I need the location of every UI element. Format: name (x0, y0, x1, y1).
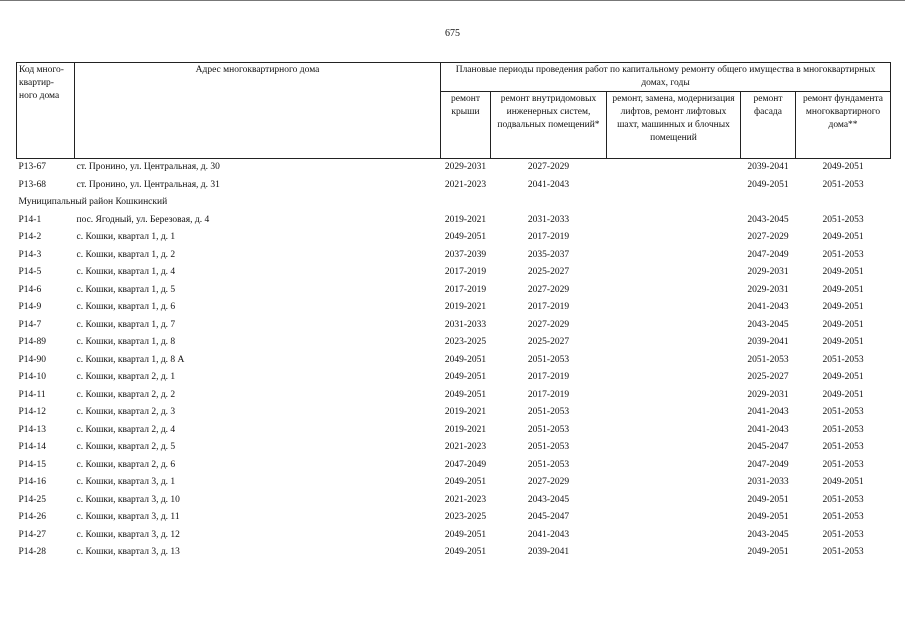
cell-foundation: 2049-2051 (822, 319, 864, 330)
cell-facade: 2049-2051 (747, 179, 789, 190)
cell-systems: 2051-2053 (527, 424, 570, 435)
cell-systems: 2035-2037 (527, 249, 570, 260)
table-header (17, 63, 891, 159)
cell-foundation: 2051-2053 (822, 424, 864, 435)
cell-foundation: 2049-2051 (822, 372, 864, 382)
cell-roof: 2023-2025 (444, 337, 487, 347)
table-body (17, 159, 891, 562)
cell-address: с. Кошки, квартал 2, д. 4 (76, 424, 176, 435)
cell-lifts (607, 229, 741, 247)
cell-roof: 2017-2019 (444, 284, 487, 295)
cell-systems: 2045-2047 (527, 512, 570, 522)
cell-code: P14-14 (18, 442, 46, 452)
cell-roof: 2049-2051 (444, 547, 487, 557)
header-address: Адрес многоквартирного дома (75, 63, 441, 159)
cell-address: с. Кошки, квартал 2, д. 6 (76, 459, 176, 470)
table-row (17, 527, 891, 545)
cell-address: с. Кошки, квартал 2, д. 2 (76, 389, 176, 400)
cell-systems: 2017-2019 (527, 372, 570, 382)
cell-roof: 2029-2031 (444, 162, 487, 172)
cell-systems: 2051-2053 (527, 354, 570, 365)
cell-systems: 2027-2029 (527, 284, 570, 295)
cell-code: P14-11 (18, 389, 46, 400)
cell-code: P14-12 (18, 407, 46, 417)
table-row (17, 299, 891, 317)
cell-code: P14-28 (18, 547, 46, 557)
cell-code: P14-6 (18, 284, 42, 295)
cell-address: ст. Пронино, ул. Центральная, д. 30 (76, 162, 220, 172)
cell-facade: 2047-2049 (747, 459, 789, 470)
cell-facade: 2041-2043 (747, 302, 789, 312)
cell-facade: 2027-2029 (747, 232, 789, 242)
cell-systems: 2025-2027 (527, 267, 570, 277)
cell-roof: 2021-2023 (444, 179, 487, 190)
cell-roof: 2037-2039 (444, 249, 487, 260)
cell-foundation: 2051-2053 (822, 179, 864, 190)
capital-repair-table (16, 62, 891, 562)
header-facade: ремонт фасада (741, 92, 796, 159)
table-row (17, 247, 891, 265)
cell-code: P13-68 (18, 179, 46, 190)
cell-lifts (607, 422, 741, 440)
cell-facade: 2047-2049 (747, 249, 789, 260)
cell-address: с. Кошки, квартал 3, д. 13 (76, 547, 180, 557)
cell-lifts (607, 159, 741, 177)
cell-foundation: 2049-2051 (822, 232, 864, 242)
cell-systems: 2051-2053 (527, 459, 570, 470)
cell-code: P14-25 (18, 494, 46, 505)
cell-code: P14-27 (18, 529, 46, 540)
cell-foundation: 2051-2053 (822, 459, 864, 470)
cell-code: P14-16 (18, 477, 46, 487)
top-rule (0, 0, 905, 1)
cell-roof: 2049-2051 (444, 477, 487, 487)
cell-lifts (607, 387, 741, 405)
cell-foundation: 2049-2051 (822, 284, 864, 295)
cell-address: с. Кошки, квартал 1, д. 8 А (76, 354, 185, 365)
cell-facade: 2041-2043 (747, 407, 789, 417)
cell-foundation: 2049-2051 (822, 337, 864, 347)
cell-lifts (607, 317, 741, 335)
header-code: Код много-квартир-ного дома (17, 63, 75, 159)
cell-roof: 2047-2049 (444, 459, 487, 470)
cell-systems: 2027-2029 (527, 162, 570, 172)
cell-code: P14-10 (18, 372, 46, 382)
cell-systems: 2027-2029 (527, 477, 570, 487)
cell-systems: 2027-2029 (527, 319, 570, 330)
cell-roof: 2019-2021 (444, 407, 487, 417)
cell-foundation: 2051-2053 (822, 214, 864, 225)
cell-code: P14-7 (18, 319, 42, 330)
cell-foundation: 2049-2051 (822, 477, 864, 487)
cell-lifts (607, 299, 741, 317)
cell-code: P14-89 (18, 337, 46, 347)
cell-foundation: 2049-2051 (822, 302, 864, 312)
cell-address: с. Кошки, квартал 3, д. 1 (76, 477, 176, 487)
cell-lifts (607, 247, 741, 265)
cell-facade: 2041-2043 (747, 424, 789, 435)
cell-facade: 2029-2031 (747, 389, 789, 400)
district-row (17, 194, 891, 212)
table-row (17, 334, 891, 352)
cell-code: P14-9 (18, 302, 42, 312)
cell-lifts (607, 544, 741, 562)
cell-lifts (607, 282, 741, 300)
cell-foundation: 2051-2053 (822, 547, 864, 557)
cell-address: пос. Ягодный, ул. Березовая, д. 4 (76, 214, 210, 225)
table-row (17, 229, 891, 247)
cell-systems: 2017-2019 (527, 302, 570, 312)
cell-lifts (607, 439, 741, 457)
cell-facade: 2025-2027 (747, 372, 789, 382)
cell-roof: 2049-2051 (444, 372, 487, 382)
cell-roof: 2017-2019 (444, 267, 487, 277)
cell-roof: 2049-2051 (444, 389, 487, 400)
cell-facade: 2043-2045 (747, 319, 789, 330)
cell-lifts (607, 404, 741, 422)
cell-systems: 2051-2053 (527, 442, 570, 452)
cell-facade: 2031-2033 (747, 477, 789, 487)
cell-address: с. Кошки, квартал 1, д. 7 (76, 319, 176, 330)
cell-lifts (607, 474, 741, 492)
cell-systems: 2043-2045 (527, 494, 570, 505)
cell-systems: 2025-2027 (527, 337, 570, 347)
cell-lifts (607, 369, 741, 387)
cell-lifts (607, 334, 741, 352)
cell-address: с. Кошки, квартал 2, д. 3 (76, 407, 176, 417)
cell-roof: 2049-2051 (444, 529, 487, 540)
cell-address: с. Кошки, квартал 1, д. 4 (76, 267, 176, 277)
cell-lifts (607, 492, 741, 510)
table-row (17, 352, 891, 370)
cell-roof: 2019-2021 (444, 302, 487, 312)
cell-systems: 2031-2033 (527, 214, 570, 225)
header-foundation: ремонт фундамента многоквартирного дома** (796, 92, 891, 159)
cell-facade: 2051-2053 (747, 354, 789, 365)
table-row (17, 159, 891, 177)
header-lifts: ремонт, замена, модернизация лифтов, ремонт лифтовых шахт, машинных и блочных помещений (607, 92, 741, 159)
cell-roof: 2019-2021 (444, 424, 487, 435)
cell-code: P14-15 (18, 459, 46, 470)
cell-lifts (607, 352, 741, 370)
cell-systems: 2017-2019 (527, 232, 570, 242)
cell-systems: 2051-2053 (527, 407, 570, 417)
cell-facade: 2039-2041 (747, 162, 789, 172)
cell-lifts (607, 212, 741, 230)
cell-foundation: 2051-2053 (822, 494, 864, 505)
cell-facade: 2029-2031 (747, 284, 789, 295)
table-row (17, 369, 891, 387)
table-row (17, 264, 891, 282)
cell-code: P14-3 (18, 249, 42, 260)
cell-facade: 2039-2041 (747, 337, 789, 347)
cell-facade: 2049-2051 (747, 512, 789, 522)
table-row (17, 439, 891, 457)
cell-roof: 2021-2023 (444, 494, 487, 505)
table-row (17, 509, 891, 527)
table-row (17, 492, 891, 510)
header-row-top (17, 63, 891, 92)
cell-roof: 2049-2051 (444, 232, 487, 242)
cell-foundation: 2051-2053 (822, 407, 864, 417)
cell-foundation: 2049-2051 (822, 162, 864, 172)
cell-lifts (607, 457, 741, 475)
table-row (17, 317, 891, 335)
cell-facade: 2043-2045 (747, 214, 789, 225)
cell-facade: 2049-2051 (747, 494, 789, 505)
cell-code: P14-2 (18, 232, 42, 242)
table-row (17, 457, 891, 475)
cell-code: P14-1 (18, 214, 42, 225)
cell-roof: 2023-2025 (444, 512, 487, 522)
cell-facade: 2043-2045 (747, 529, 789, 540)
cell-code: P14-5 (18, 267, 42, 277)
cell-lifts (607, 509, 741, 527)
table-row (17, 404, 891, 422)
cell-address: с. Кошки, квартал 3, д. 10 (76, 494, 180, 505)
cell-address: с. Кошки, квартал 2, д. 5 (76, 442, 176, 452)
cell-code: P14-90 (18, 354, 46, 365)
cell-code: P13-67 (18, 162, 46, 172)
cell-systems: 2039-2041 (527, 547, 570, 557)
cell-code: P14-26 (18, 512, 46, 522)
cell-roof: 2019-2021 (444, 214, 487, 225)
table-row (17, 177, 891, 195)
cell-code: P14-13 (18, 424, 46, 435)
cell-lifts (607, 177, 741, 195)
cell-foundation: 2051-2053 (822, 354, 864, 365)
cell-address: с. Кошки, квартал 3, д. 12 (76, 529, 180, 540)
cell-facade: 2029-2031 (747, 267, 789, 277)
cell-facade: 2045-2047 (747, 442, 789, 452)
cell-address: с. Кошки, квартал 1, д. 2 (76, 249, 176, 260)
cell-systems: 2041-2043 (527, 529, 570, 540)
cell-roof: 2049-2051 (444, 354, 487, 365)
cell-foundation: 2051-2053 (822, 442, 864, 452)
cell-facade: 2049-2051 (747, 547, 789, 557)
cell-systems: 2041-2043 (527, 179, 570, 190)
cell-address: с. Кошки, квартал 2, д. 1 (76, 372, 176, 382)
cell-address: с. Кошки, квартал 1, д. 5 (76, 284, 176, 295)
cell-address: с. Кошки, квартал 1, д. 6 (76, 302, 176, 312)
table-row (17, 387, 891, 405)
cell-foundation: 2051-2053 (822, 249, 864, 260)
cell-roof: 2021-2023 (444, 442, 487, 452)
table-row (17, 212, 891, 230)
cell-address: с. Кошки, квартал 1, д. 1 (76, 232, 176, 242)
header-systems: ремонт внутридомовых инженерных систем, подвальных помещений* (491, 92, 607, 159)
cell-address: с. Кошки, квартал 3, д. 11 (76, 512, 180, 522)
cell-foundation: 2049-2051 (822, 389, 864, 400)
table-row (17, 474, 891, 492)
header-roof: ремонт крыши (441, 92, 491, 159)
cell-foundation: 2049-2051 (822, 267, 864, 277)
header-periods: Плановые периоды проведения работ по капитальному ремонту общего имущества в многоквартирных домах, годы (441, 63, 891, 92)
cell-lifts (607, 527, 741, 545)
cell-foundation: 2051-2053 (822, 529, 864, 540)
table-row (17, 282, 891, 300)
page-number: 675 (445, 28, 460, 39)
cell-foundation: 2051-2053 (822, 512, 864, 522)
cell-address: ст. Пронино, ул. Центральная, д. 31 (76, 179, 220, 190)
cell-address: с. Кошки, квартал 1, д. 8 (76, 337, 176, 347)
district-name: Муниципальный район Кошкинский (18, 197, 168, 207)
cell-systems: 2017-2019 (527, 389, 570, 400)
cell-roof: 2031-2033 (444, 319, 487, 330)
table-row (17, 544, 891, 562)
cell-lifts (607, 264, 741, 282)
table-row (17, 422, 891, 440)
